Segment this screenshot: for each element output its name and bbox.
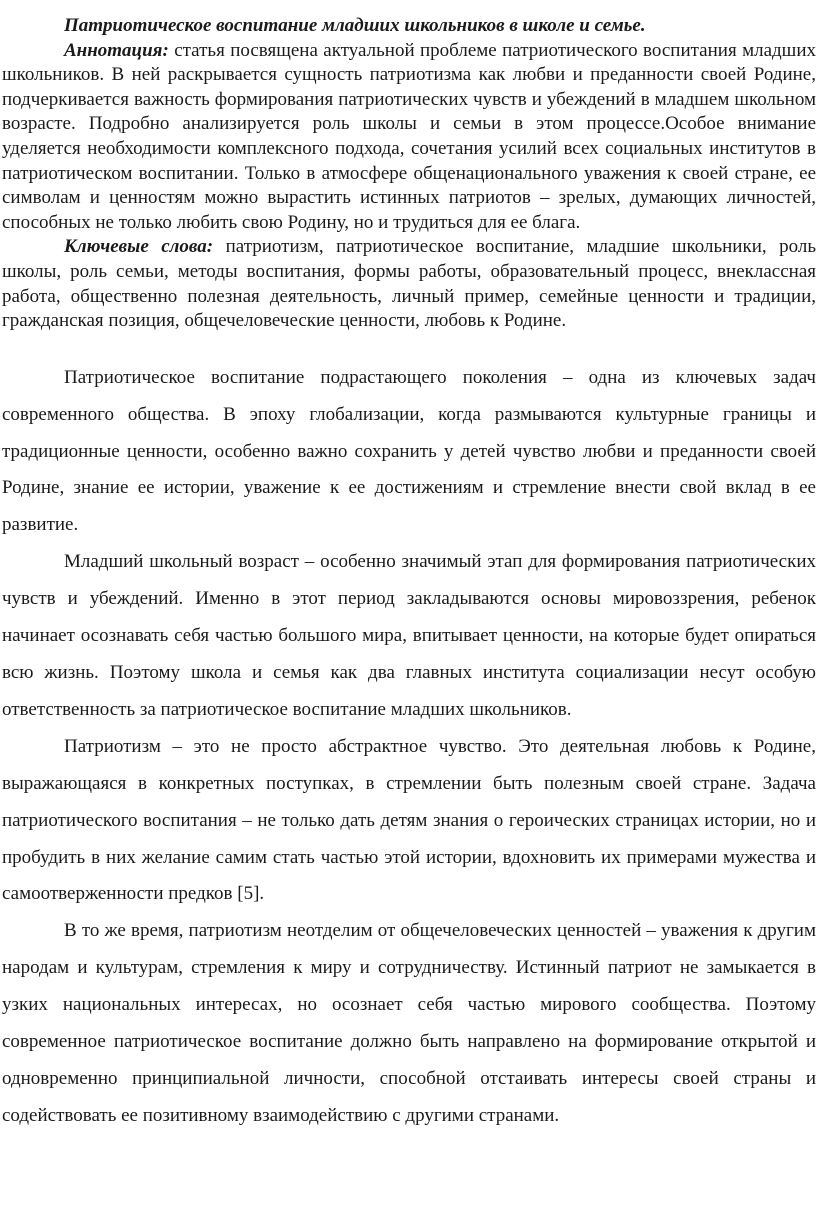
annotation-paragraph (0, 39, 816, 236)
document-title: Патриотическое воспитание младших школьников в школе и семье. (64, 15, 646, 36)
body-paragraph: В то же время, патриотизм неотделим от общечеловеческих ценностей – уважения к другим народам и культурам, стремления к миру и сотрудничеству. Истинный патриот не замыкается в узких национальных интересах, но осознает себя частью мирового сообщества. Поэтому современное патриотическое воспитание должно быть направлено на формирование открытой и одновременно принципиальной личности, способной отстаивать интересы своей страны и содействовать ее позитивному взаимодействию с другими странами. (2, 920, 816, 1126)
keywords-paragraph (0, 235, 816, 333)
annotation-text: статья посвящена актуальной проблеме патриотического воспитания младших школьников. В ней раскрывается сущность патриотизма как любви и преданности своей Родине, подчеркивается важность формирования патриотических чувств и убеждений в младшем школьном возрасте. Подробно анализируется роль школы и семьи в этом процессе.Особое внимание уделяется необходимости комплексного подхода, сочетания усилий всех социальных институтов в патриотическом воспитании. Только в атмосфере общенационального уважения к своей стране, ее символам и ценностям можно вырастить истинных патриотов – зрелых, думающих личностей, способных не только любить свою Родину, но и трудиться для ее блага. (2, 39, 816, 233)
body-paragraph: Младший школьный возраст – особенно значимый этап для формирования патриотических чувств и убеждений. Именно в этот период закладываются основы мировоззрения, ребенок начинает осознавать себя частью большого мира, впитывает ценности, на которые будет опираться всю жизнь. Поэтому школа и семья как два главных института социализации несут особую ответственность за патриотическое воспитание младших школьников. (2, 551, 816, 720)
keywords-label: Ключевые слова: (64, 236, 214, 258)
section-spacer (0, 334, 816, 360)
body-paragraph: Патриотизм – это не просто абстрактное чувство. Это деятельная любовь к Родине, выражающаяся в конкретных поступках, в стремлении быть полезным своей стране. Задача патриотического воспитания – не только дать детям знания о героических страницах истории, но и пробудить в них желание самим стать частью этой истории, вдохновить их примерами мужества и самоотверженности предков [5]. (2, 735, 816, 905)
document-page (0, 14, 816, 1135)
keywords-text: патриотизм, патриотическое воспитание, младшие школьники, роль школы, роль семьи, методы воспитания, формы работы, образовательный процесс, внеклассная работа, общественно полезная деятельность, личный пример, семейные ценности и традиции, гражданская позиция, общечеловеческие ценности, любовь к Родине. (2, 236, 816, 332)
annotation-label: Аннотация: (64, 39, 169, 61)
body-paragraph: Патриотическое воспитание подрастающего поколения – одна из ключевых задач современного общества. В эпоху глобализации, когда размываются культурные границы и традиционные ценности, особенно важно сохранить у детей чувство любви и преданности своей Родине, знание ее истории, уважение к ее достижениям и стремление внести свой вклад в ее развитие. (2, 366, 816, 536)
